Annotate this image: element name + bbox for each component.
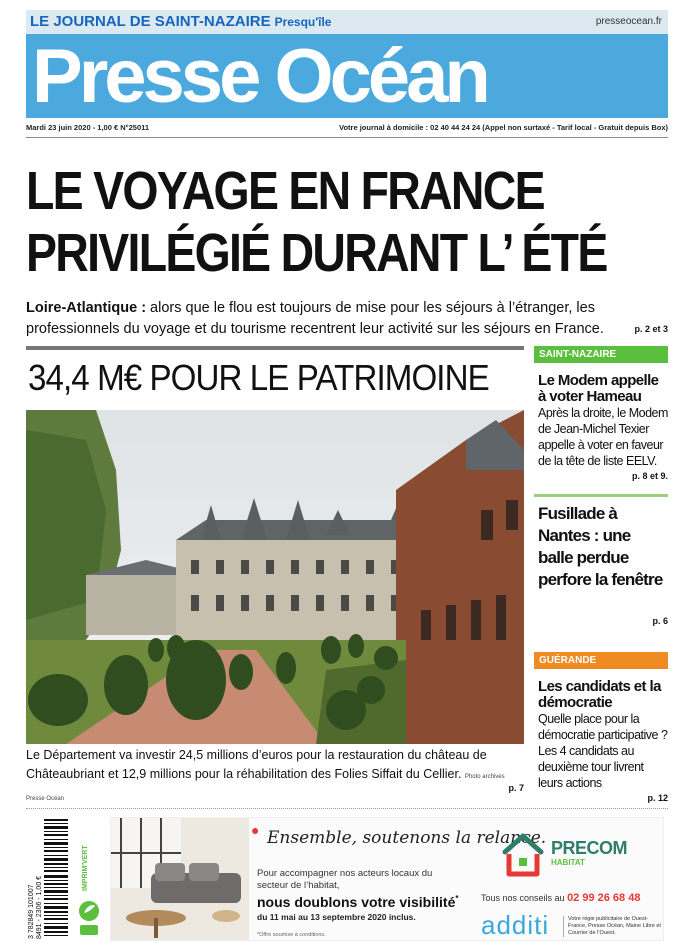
edition-bar [26,10,668,34]
story-title: Fusillade à Nantes : une balle perdue perfore la fenêtre [538,504,663,589]
story-title: Les candidats et la démocratie [538,678,661,711]
caption-text: Le Département va investir 24,5 millions d’euros pour la restauration du château de Châteaubriant et 12,9 millions pour la réhabilitation des Folies Siffait du Cellier. [26,748,487,781]
patrimoine-title-text: 34,4 M€ POUR LE PATRIMOINE [28,357,489,398]
sidebar-guerande[interactable] [534,652,668,803]
headline-line-1: LE VOYAGE EN FRANCE [26,161,544,221]
newspaper-logo: Presse Océan [32,34,487,119]
phone-number: 02 99 26 68 48 [567,892,641,904]
sidebar-fusillade[interactable] [534,494,668,630]
additi-logo: additi [481,910,550,940]
phone-label: Tous nos conseils au [481,893,568,903]
section-tag: GUÉRANDE [534,652,668,669]
ad-intro: Pour accompagner nos acteurs locaux du secteur de l’habitat, [257,868,433,891]
masthead [26,34,668,118]
photo-caption [26,746,524,809]
lede-text: alors que le flou est toujours de mise pour les séjours à l’étranger, les professionnels du voyage et du tourisme recentrent leur activité sur les séjours en France. [26,300,604,337]
ad-panel [110,817,664,941]
story-body: Après la droite, le Modem de Jean-Michel Texier appelle à voter en faveur de la tête de liste EELV. [538,406,668,468]
precom-sub: HABITAT [551,858,585,867]
section-tag: SAINT-NAZAIRE [534,346,668,363]
headline-line-2: PRIVILÉGIÉ DURANT L’ ÉTÉ [26,223,607,283]
red-mark-icon: ● [251,822,260,838]
ad-slogan: Ensemble, soutenons la relance. [267,828,547,848]
photo-credit: Photo archives Presse Océan [26,774,505,802]
house-icon [501,832,545,878]
additi-text: Votre régie publicitaire de Ouest-France, Presse Océan, Maine Libre et Courrier de l’Ouest. [563,916,663,937]
ad-phone[interactable] [481,892,640,904]
patrimoine-title[interactable] [28,356,524,400]
divider [26,137,668,138]
lede-kicker: Loire-Atlantique : [26,300,147,316]
page-ref: p. 12 [647,793,668,803]
precom-name: PRECOM [551,838,628,858]
issue-date: Mardi 23 juin 2020 - 1,00 € N°25011 [26,123,150,132]
barcode [26,815,70,941]
barcode-code: 8491 - 2306 - 1,00 € [36,875,43,939]
story-title: Le Modem appelle à voter Hameau [538,372,659,405]
edition-sub: Presqu'île [274,15,332,29]
dateline [26,123,668,135]
ad-disclaimer: *Offre soumise à conditions. [257,932,326,938]
ad-headline-text: nous doublons votre visibilité [257,894,456,910]
page-ref: p. 6 [652,616,668,626]
chateau-photo [26,410,524,744]
lede-paragraph [26,298,668,340]
section-rule [26,346,524,350]
advertisement[interactable] [26,808,668,943]
subscription-info: Votre journal à domicile : 02 40 44 24 24 (Appel non surtaxé - Tarif local - Gratuit depuis Box) [339,123,668,132]
page-ref: p. 2 et 3 [634,324,668,334]
ad-dates: du 11 mai au 13 septembre 2020 inclus. [257,912,416,922]
chateau-illustration [26,410,524,744]
story-body: Quelle place pour la démocratie participative ? Les 4 candidats au deuxième tour livrent leurs actions [538,712,668,790]
edition-name: LE JOURNAL DE SAINT-NAZAIRE [30,13,271,30]
main-headline[interactable] [26,160,668,284]
ad-headline [257,894,458,910]
page-ref: p. 8 et 9. [631,471,668,481]
imprim-vert-logo [76,819,102,939]
page-ref: p. 7 [508,783,524,793]
living-room-illustration [111,818,249,940]
leaf-icon [78,897,100,937]
imprim-vert-label: IMPRIM'VERT [82,845,89,891]
ad-asterisk: * [455,894,459,903]
furniture-photo [111,818,249,940]
website[interactable]: presseocean.fr [595,16,662,27]
barcode-digits: 3 782849 101007 [28,884,35,939]
sidebar-saint-nazaire[interactable] [534,346,668,481]
edition-title [30,13,331,30]
precom-logo [501,832,651,888]
